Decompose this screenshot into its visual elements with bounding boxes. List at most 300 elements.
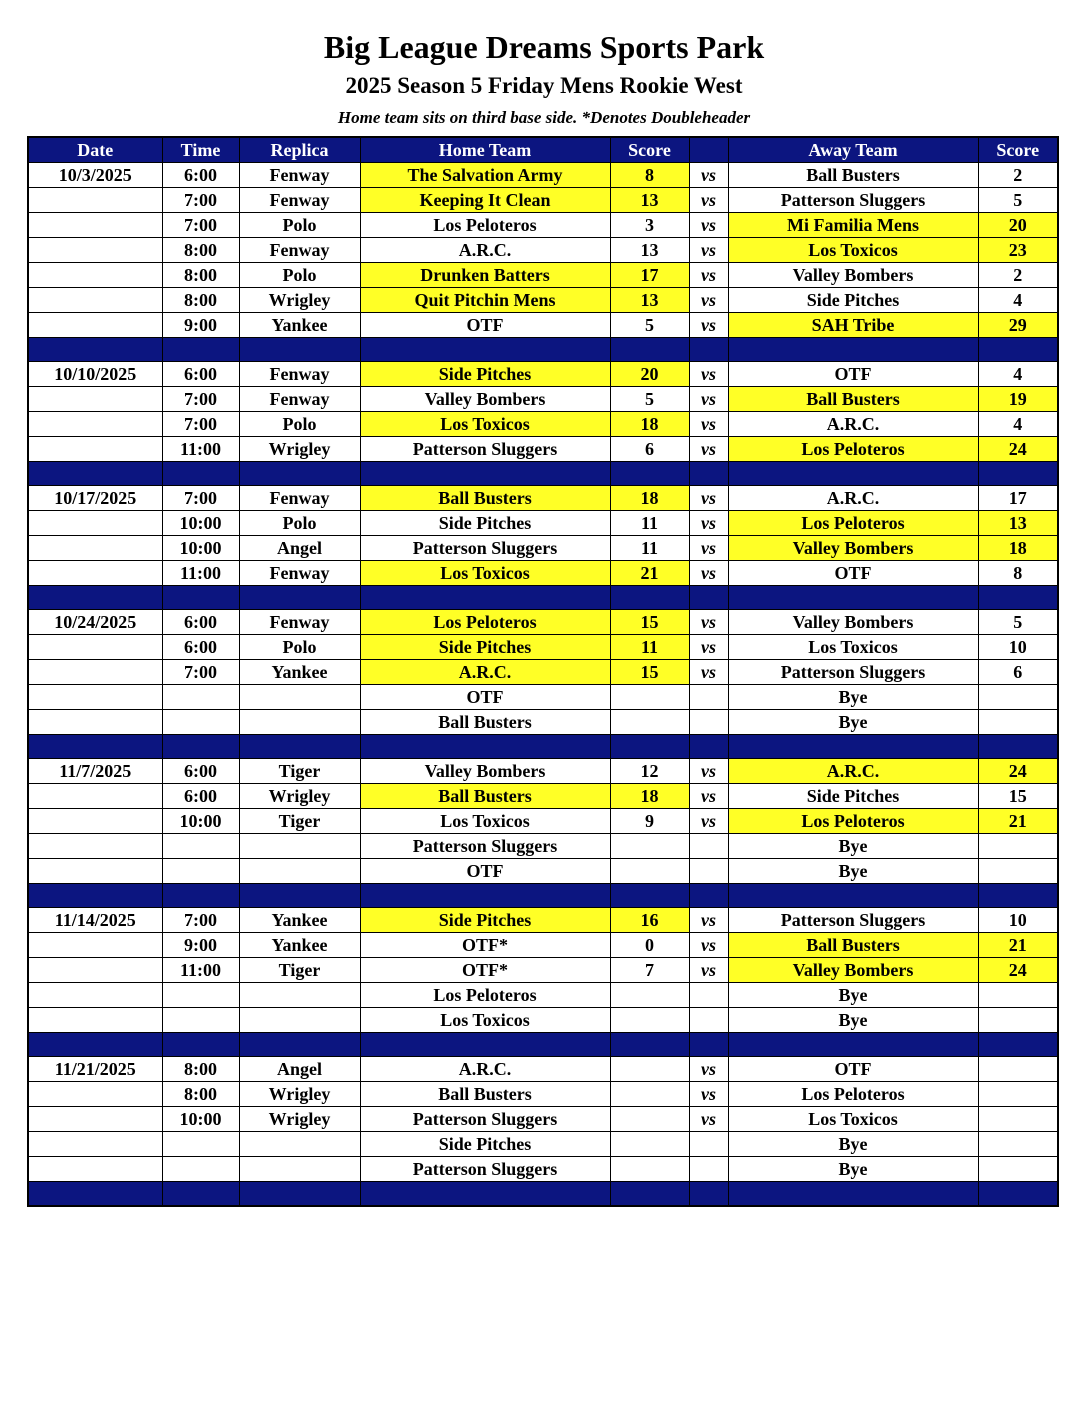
replica-cell [239,710,360,735]
date-cell [28,710,162,735]
away-score-cell: 15 [978,784,1058,809]
home-team-cell: Los Toxicos [360,809,610,834]
table-row [28,834,1058,859]
away-team-cell: Los Toxicos [728,1107,978,1132]
vs-cell: vs [689,288,728,313]
home-score-cell: 15 [610,660,689,685]
away-score-cell [978,1132,1058,1157]
separator-cell [689,586,728,610]
away-score-cell: 8 [978,561,1058,586]
vs-cell: vs [689,1107,728,1132]
table-row [28,908,1058,933]
away-score-cell: 21 [978,933,1058,958]
date-cell [28,685,162,710]
replica-cell: Fenway [239,188,360,213]
home-score-cell: 20 [610,362,689,387]
separator-cell [162,1033,239,1057]
home-team-cell: OTF* [360,933,610,958]
time-cell: 7:00 [162,412,239,437]
home-team-cell: Side Pitches [360,511,610,536]
date-cell [28,561,162,586]
home-team-cell: Drunken Batters [360,263,610,288]
date-cell [28,188,162,213]
table-row [28,859,1058,884]
replica-cell: Fenway [239,561,360,586]
date-cell: 10/24/2025 [28,610,162,635]
home-team-cell: The Salvation Army [360,163,610,188]
separator-cell [28,1182,162,1207]
separator-cell [360,338,610,362]
vs-cell: vs [689,313,728,338]
date-cell [28,809,162,834]
time-cell: 6:00 [162,163,239,188]
away-team-cell: Side Pitches [728,288,978,313]
col-header-vs [689,137,728,163]
home-team-cell: Ball Busters [360,710,610,735]
away-team-cell: SAH Tribe [728,313,978,338]
separator-cell [728,884,978,908]
vs-cell: vs [689,958,728,983]
separator-cell [360,1182,610,1207]
time-cell [162,1132,239,1157]
away-score-cell: 5 [978,610,1058,635]
away-team-cell: Bye [728,983,978,1008]
time-cell: 6:00 [162,610,239,635]
schedule-table [27,136,1059,1207]
home-score-cell: 17 [610,263,689,288]
vs-cell: vs [689,1057,728,1082]
away-team-cell: Patterson Sluggers [728,188,978,213]
vs-cell: vs [689,1082,728,1107]
replica-cell: Tiger [239,809,360,834]
vs-cell [689,859,728,884]
col-header-replica: Replica [239,137,360,163]
date-cell [28,834,162,859]
vs-cell: vs [689,263,728,288]
replica-cell: Polo [239,263,360,288]
separator-row [28,462,1058,486]
replica-cell [239,1132,360,1157]
replica-cell: Fenway [239,387,360,412]
vs-cell: vs [689,635,728,660]
away-team-cell: Los Peloteros [728,809,978,834]
away-team-cell: Patterson Sluggers [728,908,978,933]
table-row [28,809,1058,834]
home-team-cell: Ball Busters [360,1082,610,1107]
home-score-cell: 9 [610,809,689,834]
home-score-cell: 12 [610,759,689,784]
separator-cell [978,338,1058,362]
table-row [28,163,1058,188]
separator-cell [162,735,239,759]
separator-cell [728,735,978,759]
replica-cell [239,1008,360,1033]
table-row [28,759,1058,784]
home-team-cell: Valley Bombers [360,387,610,412]
vs-cell: vs [689,610,728,635]
separator-row [28,735,1058,759]
date-cell [28,1107,162,1132]
home-team-cell: Ball Busters [360,784,610,809]
separator-cell [728,462,978,486]
col-header-away-score: Score [978,137,1058,163]
away-team-cell: Valley Bombers [728,536,978,561]
separator-cell [689,735,728,759]
home-score-cell: 18 [610,412,689,437]
col-header-time: Time [162,137,239,163]
home-team-cell: Los Toxicos [360,1008,610,1033]
replica-cell: Fenway [239,238,360,263]
table-row [28,387,1058,412]
away-score-cell [978,685,1058,710]
home-team-cell: Los Toxicos [360,561,610,586]
vs-cell: vs [689,809,728,834]
away-team-cell: Bye [728,834,978,859]
home-team-cell: Los Toxicos [360,412,610,437]
away-score-cell: 24 [978,437,1058,462]
separator-cell [689,338,728,362]
separator-cell [610,1182,689,1207]
away-score-cell: 23 [978,238,1058,263]
table-row [28,710,1058,735]
vs-cell: vs [689,213,728,238]
separator-row [28,1033,1058,1057]
home-team-cell: OTF [360,685,610,710]
away-team-cell: Side Pitches [728,784,978,809]
home-team-cell: Side Pitches [360,362,610,387]
separator-row [28,1182,1058,1207]
time-cell [162,710,239,735]
table-row [28,660,1058,685]
vs-cell: vs [689,908,728,933]
time-cell: 7:00 [162,188,239,213]
home-score-cell: 13 [610,238,689,263]
away-score-cell: 2 [978,163,1058,188]
away-team-cell: Ball Busters [728,387,978,412]
away-score-cell: 18 [978,536,1058,561]
date-cell [28,313,162,338]
date-cell [28,1008,162,1033]
away-team-cell: Bye [728,1008,978,1033]
vs-cell [689,1008,728,1033]
table-row [28,437,1058,462]
separator-cell [162,462,239,486]
separator-row [28,586,1058,610]
date-cell [28,933,162,958]
away-team-cell: Bye [728,1132,978,1157]
date-cell: 11/21/2025 [28,1057,162,1082]
separator-cell [360,1033,610,1057]
away-score-cell: 13 [978,511,1058,536]
separator-cell [728,1033,978,1057]
replica-cell: Tiger [239,759,360,784]
date-cell [28,1082,162,1107]
vs-cell: vs [689,561,728,586]
replica-cell: Fenway [239,362,360,387]
time-cell: 6:00 [162,759,239,784]
separator-cell [239,1033,360,1057]
vs-cell: vs [689,486,728,511]
home-team-cell: Los Peloteros [360,983,610,1008]
away-team-cell: Los Peloteros [728,1082,978,1107]
time-cell [162,983,239,1008]
home-score-cell: 0 [610,933,689,958]
away-team-cell: Valley Bombers [728,958,978,983]
away-score-cell [978,1157,1058,1182]
separator-cell [360,462,610,486]
replica-cell: Yankee [239,908,360,933]
vs-cell: vs [689,660,728,685]
home-score-cell: 16 [610,908,689,933]
away-score-cell [978,1082,1058,1107]
separator-cell [978,884,1058,908]
separator-cell [610,586,689,610]
separator-cell [28,338,162,362]
home-score-cell: 11 [610,536,689,561]
away-team-cell: Valley Bombers [728,263,978,288]
separator-cell [360,884,610,908]
replica-cell: Angel [239,1057,360,1082]
home-team-cell: Los Peloteros [360,610,610,635]
replica-cell: Polo [239,635,360,660]
home-team-cell: Side Pitches [360,908,610,933]
time-cell: 10:00 [162,809,239,834]
date-cell [28,263,162,288]
replica-cell: Yankee [239,933,360,958]
separator-cell [689,884,728,908]
away-score-cell [978,1008,1058,1033]
home-score-cell [610,1107,689,1132]
separator-cell [689,1182,728,1207]
table-row [28,238,1058,263]
replica-cell: Yankee [239,313,360,338]
away-score-cell: 10 [978,635,1058,660]
home-team-cell: Patterson Sluggers [360,536,610,561]
date-cell: 10/17/2025 [28,486,162,511]
vs-cell: vs [689,412,728,437]
away-team-cell: Bye [728,859,978,884]
home-team-cell: OTF [360,313,610,338]
time-cell: 11:00 [162,958,239,983]
table-row [28,784,1058,809]
separator-cell [728,586,978,610]
date-cell: 11/14/2025 [28,908,162,933]
table-row [28,561,1058,586]
home-score-cell [610,1057,689,1082]
time-cell: 8:00 [162,1057,239,1082]
table-row [28,263,1058,288]
away-team-cell: Los Toxicos [728,238,978,263]
away-score-cell [978,983,1058,1008]
home-score-cell: 6 [610,437,689,462]
away-score-cell: 24 [978,958,1058,983]
time-cell: 11:00 [162,561,239,586]
date-cell [28,859,162,884]
page-note: Home team sits on third base side. *Denotes Doubleheader [337,108,751,127]
replica-cell: Wrigley [239,784,360,809]
date-cell: 10/10/2025 [28,362,162,387]
vs-cell: vs [689,163,728,188]
time-cell [162,834,239,859]
table-row [28,1107,1058,1132]
separator-cell [610,884,689,908]
vs-cell [689,1157,728,1182]
vs-cell: vs [689,437,728,462]
date-cell [28,635,162,660]
separator-cell [239,462,360,486]
away-team-cell: Ball Busters [728,933,978,958]
date-cell [28,238,162,263]
replica-cell: Wrigley [239,1082,360,1107]
table-row [28,1008,1058,1033]
home-team-cell: Keeping It Clean [360,188,610,213]
table-row [28,536,1058,561]
replica-cell: Wrigley [239,437,360,462]
time-cell: 11:00 [162,437,239,462]
time-cell: 9:00 [162,313,239,338]
time-cell: 7:00 [162,908,239,933]
away-team-cell: Ball Busters [728,163,978,188]
home-team-cell: A.R.C. [360,660,610,685]
home-score-cell: 7 [610,958,689,983]
time-cell: 10:00 [162,511,239,536]
date-cell [28,387,162,412]
away-score-cell [978,1057,1058,1082]
vs-cell: vs [689,759,728,784]
time-cell: 7:00 [162,660,239,685]
separator-cell [239,735,360,759]
table-row [28,1157,1058,1182]
away-team-cell: OTF [728,362,978,387]
time-cell: 9:00 [162,933,239,958]
vs-cell [689,983,728,1008]
home-score-cell: 15 [610,610,689,635]
time-cell: 7:00 [162,387,239,412]
replica-cell: Yankee [239,660,360,685]
vs-cell: vs [689,188,728,213]
table-row [28,983,1058,1008]
replica-cell: Wrigley [239,1107,360,1132]
separator-cell [689,462,728,486]
col-header-home-team: Home Team [360,137,610,163]
home-score-cell: 13 [610,188,689,213]
time-cell: 8:00 [162,238,239,263]
time-cell: 10:00 [162,536,239,561]
home-score-cell: 11 [610,511,689,536]
col-header-away-team: Away Team [728,137,978,163]
col-header-home-score: Score [610,137,689,163]
time-cell [162,859,239,884]
table-row [28,511,1058,536]
table-row [28,412,1058,437]
replica-cell: Polo [239,511,360,536]
home-score-cell: 5 [610,387,689,412]
home-team-cell: Patterson Sluggers [360,1107,610,1132]
time-cell: 7:00 [162,486,239,511]
home-score-cell: 21 [610,561,689,586]
table-row [28,288,1058,313]
table-row [28,1057,1058,1082]
separator-cell [162,586,239,610]
separator-cell [239,1182,360,1207]
table-row [28,362,1058,387]
separator-cell [28,735,162,759]
home-score-cell [610,685,689,710]
away-score-cell: 17 [978,486,1058,511]
schedule-body [28,163,1058,1207]
separator-cell [978,1182,1058,1207]
home-team-cell: Patterson Sluggers [360,834,610,859]
separator-cell [689,1033,728,1057]
date-cell [28,288,162,313]
separator-cell [978,735,1058,759]
replica-cell [239,834,360,859]
replica-cell: Angel [239,536,360,561]
away-score-cell: 10 [978,908,1058,933]
away-score-cell: 4 [978,362,1058,387]
replica-cell: Fenway [239,163,360,188]
away-team-cell: A.R.C. [728,412,978,437]
separator-row [28,884,1058,908]
away-score-cell: 21 [978,809,1058,834]
away-score-cell: 6 [978,660,1058,685]
away-team-cell: Los Toxicos [728,635,978,660]
date-cell [28,437,162,462]
home-team-cell: Los Peloteros [360,213,610,238]
date-cell [28,412,162,437]
home-score-cell: 13 [610,288,689,313]
table-row [28,213,1058,238]
home-team-cell: Ball Busters [360,486,610,511]
vs-cell [689,1132,728,1157]
replica-cell: Fenway [239,610,360,635]
separator-cell [978,1033,1058,1057]
table-row [28,1132,1058,1157]
home-team-cell: Side Pitches [360,635,610,660]
date-cell [28,958,162,983]
away-score-cell [978,859,1058,884]
date-cell [28,1132,162,1157]
time-cell: 10:00 [162,1107,239,1132]
time-cell: 8:00 [162,1082,239,1107]
col-header-date: Date [28,137,162,163]
separator-cell [28,586,162,610]
home-score-cell: 5 [610,313,689,338]
away-team-cell: A.R.C. [728,486,978,511]
home-score-cell [610,1008,689,1033]
vs-cell: vs [689,511,728,536]
separator-cell [239,586,360,610]
home-team-cell: A.R.C. [360,1057,610,1082]
away-score-cell: 2 [978,263,1058,288]
table-row [28,933,1058,958]
separator-cell [610,1033,689,1057]
time-cell: 6:00 [162,362,239,387]
separator-cell [239,884,360,908]
away-team-cell: Bye [728,685,978,710]
home-score-cell [610,834,689,859]
vs-cell: vs [689,933,728,958]
table-row [28,685,1058,710]
replica-cell [239,1157,360,1182]
vs-cell: vs [689,536,728,561]
away-score-cell: 5 [978,188,1058,213]
replica-cell: Polo [239,213,360,238]
date-cell [28,784,162,809]
time-cell [162,1157,239,1182]
date-cell: 10/3/2025 [28,163,162,188]
time-cell: 7:00 [162,213,239,238]
